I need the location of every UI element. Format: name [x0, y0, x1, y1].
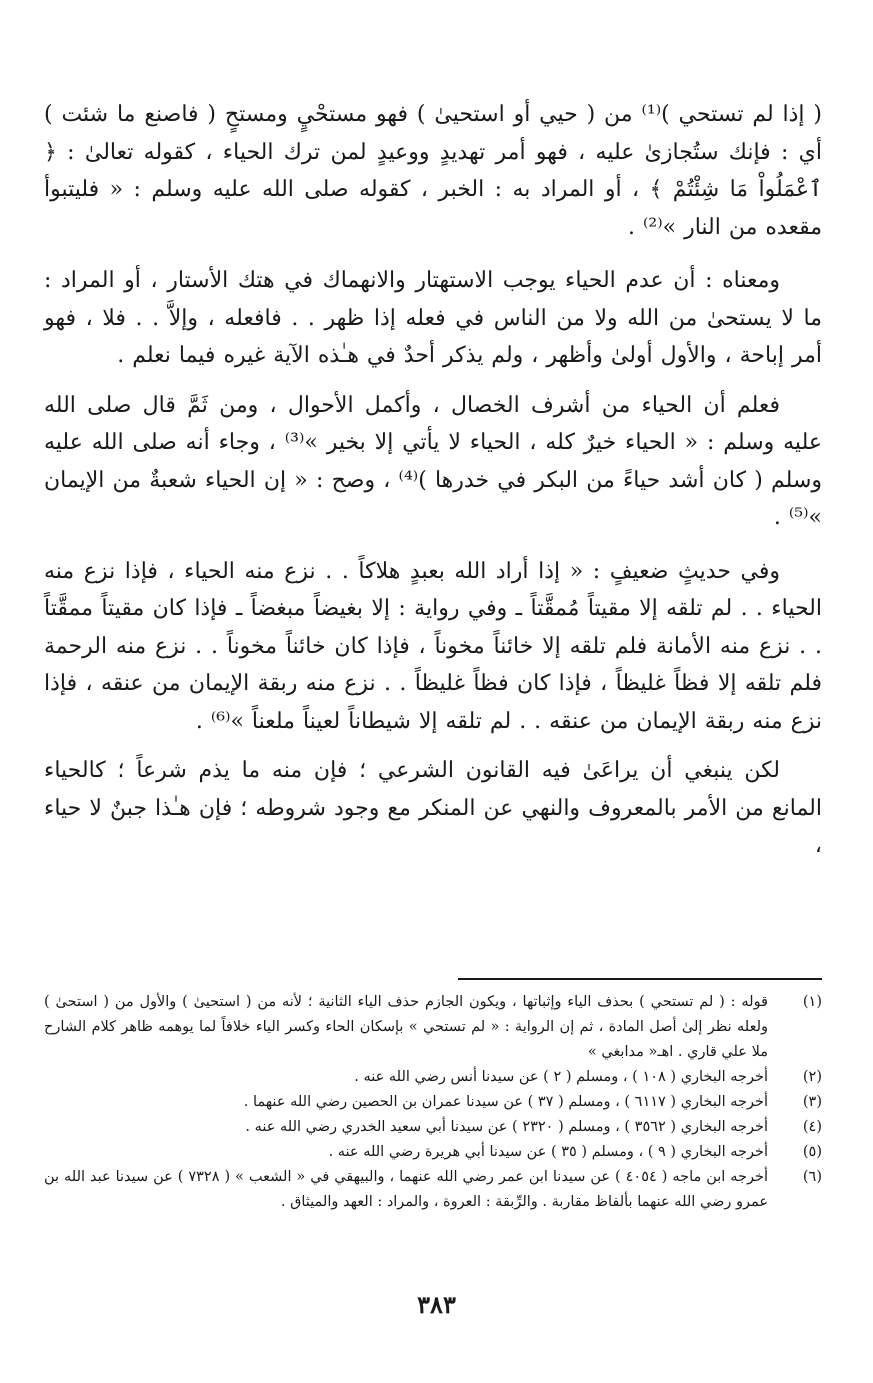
footnote-number: (٤): [802, 1119, 822, 1135]
paragraph-4: وفي حديثٍ ضعيفٍ : « إذا أراد الله بعبدٍ هلاكاً . . نزع منه الحياء ، فإذا نزع منه الحياء . . لم تلقه إلا مقيتاً مُمقَّتاً ـ وفي رواية : إلا بغيضاً مبغضاً ـ فإذا كان مقيتاً ممقَّتاً . . نزع منه الأمانة فلم تلقه إلا خائناً مخوناً ، فإذا كان خائناً مخوناً . . نزع منه الرحمة فلم تلقه إلا فظاً غليظاً ، فإذا كان فظاً غليظاً . . نزع منه ربقة الإيمان من عنقه ، فإذا نزع منه ربقة الإيمان من عنقه . . لم تلقه إلا شيطاناً لعيناً ملعناً »⁽⁶⁾ .: [44, 558, 823, 734]
footnote-6: [44, 1165, 822, 1215]
footnotes: [44, 990, 822, 1215]
footnote-3: [44, 1090, 822, 1115]
paragraph-1: ( إذا لم تستحي )⁽¹⁾ من ( حيي أو استحيىٰ ) فهو مستحْيٍ ومستحٍ ( فاصنع ما شئت ) أي : فإنك ستُجازىٰ عليه ، فهو أمر تهديدٍ ووعيدٍ لمن ترك الحياء ، كقوله تعالىٰ : ﴿ ٱعْمَلُواْ مَا شِئْتُمْ ﴾ ، أو المراد به : الخبر ، كقوله صلى الله عليه وسلم : « فليتبوأ مقعده من النار »⁽²⁾ .: [44, 102, 822, 240]
paragraph-5: لكن ينبغي أن يراعَىٰ فيه القانون الشرعي ؛ فإن منه ما يذم شرعاً ؛ كالحياء المانع من الأمر بالمعروف والنهي عن المنكر مع وجود شروطه ؛ فإن هـٰذا جبنٌ لا حياء ،: [44, 758, 822, 858]
footnote-text: قوله : ( لم تستحي ) بحذف الياء وإثباتها ، ويكون الجازم حذف الياء الثانية ؛ لأنه من ( استحيىٰ ) والأول من ( استحىٰ ) ولعله نظر إلىٰ أصل المادة ، ثم إن الرواية : « لم تستحي » بإسكان الحاء وكسر الياء خلافاً لما يوهمه ظاهر كلام الشارح ملا علي قاري . اهـ« مدابغي »: [44, 994, 768, 1060]
main-text: [44, 96, 822, 877]
footnote-text: أخرجه البخاري ( ٣٥٦٢ ) ، ومسلم ( ٢٣٢٠ ) عن سيدنا أبي سعيد الخدري رضي الله عنه .: [245, 1119, 768, 1135]
footnote-number: (٢): [802, 1069, 822, 1085]
footnote-text: أخرجه البخاري ( ٦١١٧ ) ، ومسلم ( ٣٧ ) عن سيدنا عمران بن الحصين رضي الله عنهما .: [243, 1094, 768, 1110]
footnote-text: أخرجه ابن ماجه ( ٤٠٥٤ ) عن سيدنا ابن عمر رضي الله عنهما ، والبيهقي في « الشعب » ( ٧٣٢٨ ) عن سيدنا عبد الله بن عمرو رضي الله عنهما بألفاظ مقاربة . والرِّبقة : العروة ، والمراد : العهد والميثاق .: [44, 1169, 768, 1210]
footnote-number: (١): [802, 994, 822, 1010]
footnote-number: (٥): [802, 1144, 822, 1160]
footnote-text: أخرجه البخاري ( ٩ ) ، ومسلم ( ٣٥ ) عن سيدنا أبي هريرة رضي الله عنه .: [328, 1144, 768, 1160]
footnote-4: [44, 1115, 822, 1140]
footnote-number: (٣): [802, 1094, 822, 1110]
footnote-1: [44, 990, 822, 1065]
footnote-number: (٦): [802, 1169, 822, 1185]
footnote-2: [44, 1065, 822, 1090]
paragraph-2: ومعناه : أن عدم الحياء يوجب الاستهتار والانهماك في هتك الأستار ، أو المراد : ما لا يستحىٰ من الله ولا من الناس في فعله إذا ظهر . . فافعله ، وإلاَّ . . فلا ، فهو أمر إباحة ، والأول أولىٰ وأظهر ، ولم يذكر أحدٌ في هـٰذه الآية غيره فيما نعلم .: [44, 268, 822, 368]
footnote-text: أخرجه البخاري ( ١٠٨ ) ، ومسلم ( ٢ ) عن سيدنا أنس رضي الله عنه .: [354, 1069, 768, 1085]
footnote-divider: [458, 978, 822, 980]
footnote-5: [44, 1140, 822, 1165]
page-number: ٣٨٣: [417, 1290, 456, 1319]
paragraph-3: فعلم أن الحياء من أشرف الخصال ، وأكمل الأحوال ، ومن ثَمَّ قال صلى الله عليه وسلم : « الحياء خيرٌ كله ، الحياء لا يأتي إلا بخير »⁽³⁾ ، وجاء أنه صلى الله عليه وسلم ( كان أشد حياءً من البكر في خدرها )⁽⁴⁾ ، وصح : « إن الحياء شعبةٌ من الإيمان »⁽⁵⁾ .: [44, 392, 822, 530]
